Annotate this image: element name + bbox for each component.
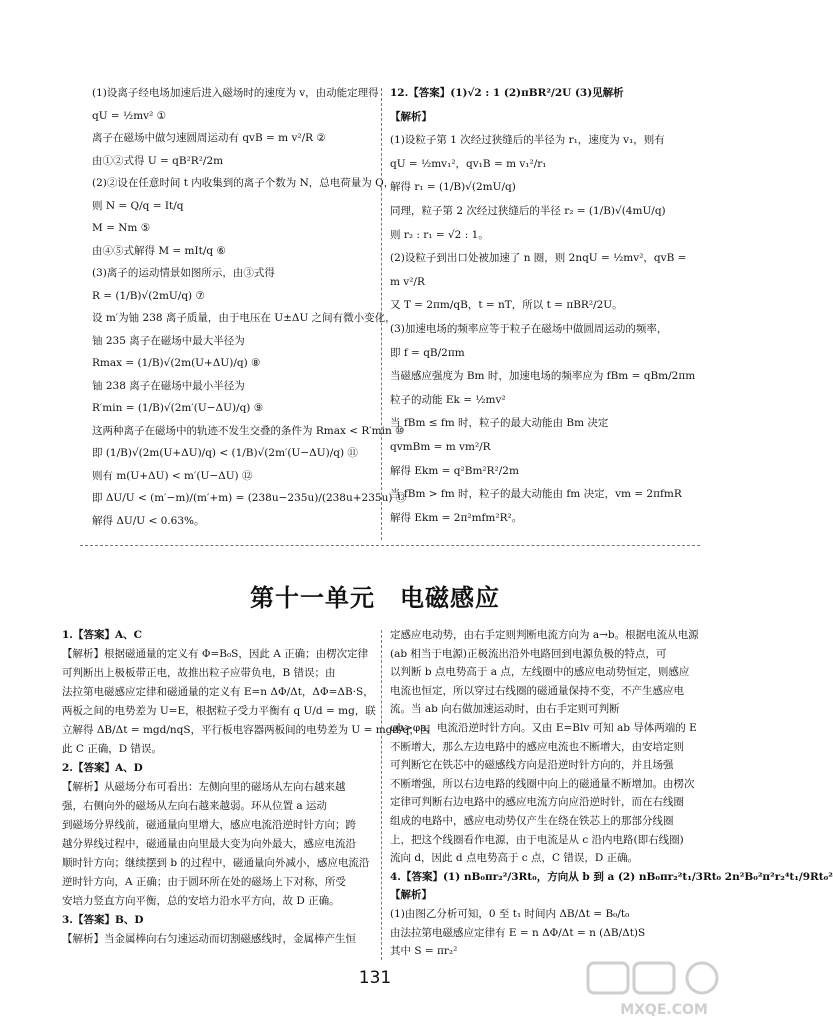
right-top-line: 又 T = 2πm/qB，t = nT，所以 t = πBR²/2U。: [390, 299, 623, 312]
right-bottom-line: 由法拉第电磁感应定律有 E = n ΔΦ/Δt = n (ΔB/Δt)S: [390, 926, 646, 939]
right-top-line: qvmBm = m vm²/R: [390, 441, 491, 453]
left-bottom-line: 【解析】从磁场分布可看出：左侧向里的磁场从左向右越来越: [62, 781, 346, 793]
right-bottom-line: φb>φa，电流沿逆时针方向。又由 E=Blv 可知 ab 导体两端的 E: [390, 722, 697, 734]
right-top-line: (2)设粒子到出口处被加速了 n 圈，则 2nqU = ½mv²，qvB =: [390, 252, 687, 265]
right-top-line: 当磁感应强度为 Bm 时，加速电场的频率应为 fBm = qBm/2πm: [390, 370, 696, 383]
right-bottom-line: (ab 相当于电源)正极流出沿外电路回到电源负极的特点，可: [390, 647, 667, 660]
left-top-line: 铀 238 离子在磁场中最小半径为: [92, 379, 245, 392]
left-bottom-line: 逆时针方向，A 正确；由于圆环所在处的磁场上下对称，所受: [62, 876, 346, 888]
right-bottom-line: 定律可判断右边电路中的感应电流方向应沿逆时针，而在右线圈: [390, 796, 684, 809]
left-top-line: (2)②设在任意时间 t 内收集到的离子个数为 N，总电荷量为 Q，: [92, 177, 395, 189]
left-top-line: 解得 ΔU/U < 0.63%。: [92, 514, 205, 527]
right-top-line: 即 f = qB/2πm: [390, 346, 465, 359]
right-bottom-line: 电流也恒定，所以穿过右线圈的磁通量保持不变，不产生感应电: [390, 684, 684, 697]
right-bottom-line: 组成的电路中，感应电动势仅产生在绕在铁芯上的那部分线圈: [390, 815, 674, 827]
left-bottom-line: 此 C 正确，D 错误。: [62, 743, 162, 755]
left-top-line: 铀 235 离子在磁场中最大半径为: [92, 334, 245, 347]
right-top-line: (3)加速电场的频率应等于粒子在磁场中做圆周运动的频率，: [390, 323, 668, 335]
right-top-line: 同理，粒子第 2 次经过狭缝后的半径 r₂ = (1/B)√(4mU/q): [390, 205, 666, 217]
upper-column-divider: [381, 88, 382, 540]
left-bottom-line: 3.【答案】B、D: [62, 914, 144, 926]
right-bottom-line: 流向 d，因此 d 点电势高于 c 点，C 错误，D 正确。: [390, 852, 639, 865]
right-bottom-line: 以判断 b 点电势高于 a 点，左线圈中的感应电动势恒定，则感应: [390, 666, 690, 679]
right-top-line: 解得 Ekm = 2π²mfm²R²。: [390, 511, 523, 524]
left-top-line: (3)离子的运动情景如图所示，由③式得: [92, 267, 275, 279]
left-top-line: Rmax = (1/B)√(2m(U+ΔU)/q) ⑧: [92, 357, 261, 369]
page-number: 131: [358, 968, 392, 988]
left-bottom-line: 立解得 ΔB/Δt = mgd/nqS，平行板电容器两板间的电势差为 U = mgd/q，因: [62, 724, 431, 736]
left-top-line: 则有 m(U+ΔU) < m′(U−ΔU) ⑫: [92, 469, 253, 482]
left-top-line: 设 m′为铀 238 离子质量，由于电压在 U±ΔU 之间有微小变化，: [92, 312, 396, 324]
left-bottom-line: 越分界线过程中，磁通量由向里最大变为向外最大，感应电流沿: [62, 838, 356, 850]
left-bottom-line: 强，右侧向外的磁场从左向右越来越弱。环从位置 a 运动: [62, 800, 327, 812]
left-top-line: (1)设离子经电场加速后进入磁场时的速度为 v，由动能定理得: [92, 87, 379, 99]
right-top-line: m v²/R: [390, 275, 425, 288]
right-bottom-line: 流。当 ab 向右做加速运动时，由右手定则可判断: [390, 703, 620, 716]
right-bottom-line: 【解析】: [390, 889, 432, 902]
left-top-line: 离子在磁场中做匀速圆周运动有 qvB = m v²/R ②: [92, 132, 326, 144]
right-bottom-line: 其中 S = πr₂²: [390, 945, 458, 958]
lower-column-divider: [381, 630, 382, 960]
right-top-line: qU = ½mv₁²，qv₁B = m v₁²/r₁: [390, 157, 547, 170]
right-top-line: 粒子的动能 Ek = ½mv²: [390, 393, 506, 406]
right-bottom-line: 上，把这个线圈看作电源，由于电流是从 c 沿内电路(即右线圈): [390, 833, 684, 846]
left-top-line: R′min = (1/B)√(2m′(U−ΔU)/q) ⑨: [92, 402, 264, 414]
left-bottom-line: 【解析】根据磁通量的定义有 Φ=B₀S，因此 A 正确；由楞次定律: [62, 648, 369, 660]
right-top-line: (1)设粒子第 1 次经过狭缝后的半径为 r₁，速度为 v₁，则有: [390, 134, 665, 147]
right-top-line: 则 r₂ : r₁ = √2 : 1。: [390, 228, 489, 241]
left-top-line: 由①②式得 U = qB²R²/2m: [92, 154, 224, 167]
left-bottom-line: 两板之间的电势差为 U=E，根据粒子受力平衡有 q U/d = mg，联: [62, 705, 376, 717]
left-top-line: 即 (1/B)√(2m(U+ΔU)/q) < (1/B)√(2m′(U−ΔU)/q) ⑪: [92, 447, 358, 459]
right-bottom-line: 不断增强，所以右边电路的线圈中向上的磁通量不断增加。由楞次: [390, 777, 695, 790]
left-bottom-line: 安培力竖直方向平衡，总的安培力沿水平方向，故 D 正确。: [62, 895, 340, 907]
left-top-line: 即 ΔU/U < (m′−m)/(m′+m) = (238u−235u)/(238u+235u) ⑬: [92, 492, 407, 504]
right-bottom-line: 不断增大，那么左边电路中的感应电流也不断增大，由安培定则: [390, 740, 684, 753]
left-bottom-line: 可判断出上极板带正电，故推出粒子应带负电，B 错误；由: [62, 667, 336, 679]
left-bottom-line: 2.【答案】A、D: [62, 762, 143, 774]
left-bottom-line: 法拉第电磁感应定律和磁通量的定义有 E=n ΔΦ/Δt，ΔΦ=ΔB·S，: [62, 686, 374, 698]
left-top-line: 则 N = Q/q = It/q: [92, 199, 184, 212]
left-top-line: R = (1/B)√(2mU/q) ⑦: [92, 289, 205, 302]
right-bottom-line: 4.【答案】(1) nB₀πr₂²/3Rt₀，方向从 b 到 a (2) nB₀πr₂²t₁/3Rt₀ 2n²B₀²π²r₂⁴t₁/9Rt₀²: [390, 870, 833, 883]
right-top-line: 【解析】: [390, 110, 432, 123]
right-top-line: 12.【答案】(1)√2 : 1 (2)πBR²/2U (3)见解析: [390, 87, 624, 99]
right-bottom-line: 定感应电动势，由右手定则判断电流方向为 a→b。根据电流从电源: [390, 629, 699, 641]
left-top-line: 由④⑤式解得 M = mIt/q ⑥: [92, 244, 226, 257]
left-top-line: qU = ½mv² ①: [92, 109, 167, 122]
left-bottom-line: 【解析】当金属棒向右匀速运动而切割磁感线时，金属棒产生恒: [62, 933, 356, 945]
left-bottom-line: 1.【答案】A、C: [62, 629, 142, 641]
section-divider: [80, 545, 700, 546]
watermark-logo: [584, 959, 744, 1019]
right-bottom-line: (1)由图乙分析可知，0 至 t₁ 时间内 ΔB/Δt = B₀/t₀: [390, 908, 630, 920]
left-bottom-line: 顺时针方向；继续摆到 b 的过程中，磁通量向外减小，感应电流沿: [62, 857, 370, 869]
watermark-text: MXQE.COM: [620, 1002, 708, 1018]
right-top-line: 解得 r₁ = (1/B)√(2mU/q): [390, 181, 516, 194]
right-bottom-line: 可判断它在铁芯中的磁感线方向是沿逆时针方向的，并且场强: [390, 759, 674, 772]
right-top-line: 当 fBm ≤ fm 时，粒子的最大动能由 Bm 决定: [390, 417, 609, 430]
right-top-line: 解得 Ekm = q²Bm²R²/2m: [390, 464, 519, 477]
left-top-line: M = Nm ⑤: [92, 222, 151, 234]
right-top-line: 当 fBm > fm 时，粒子的最大动能由 fm 决定，vm = 2πfmR: [390, 488, 682, 501]
left-bottom-line: 到磁场分界线前，磁通量向里增大，感应电流沿逆时针方向；跨: [62, 819, 356, 831]
left-top-line: 这两种离子在磁场中的轨迹不发生交叠的条件为 Rmax < R′min ⑩: [92, 424, 405, 437]
unit-title: 第十一单元 电磁感应: [250, 584, 500, 612]
